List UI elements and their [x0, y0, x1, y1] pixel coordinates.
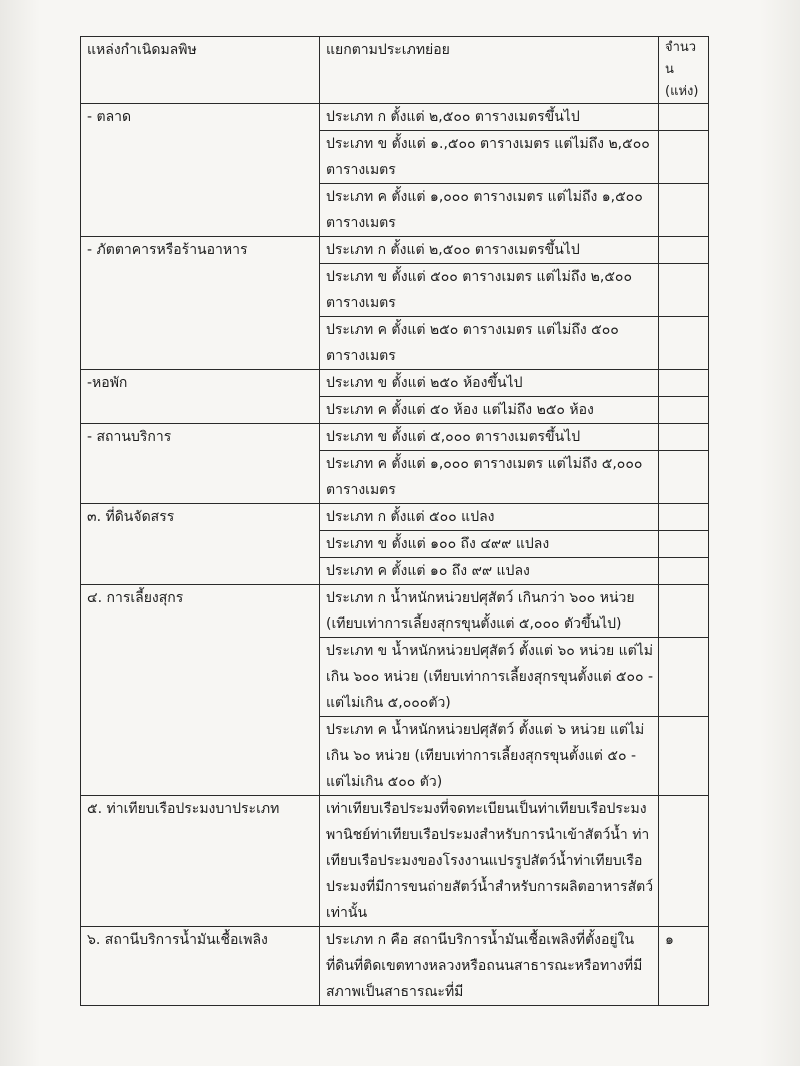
table-row: [81, 104, 709, 131]
subtype-cell: ประเภท ค ตั้งแต่ ๑๐ ถึง ๙๙ แปลง: [320, 558, 659, 585]
table-row: [81, 504, 709, 531]
count-cell: [659, 638, 709, 717]
source-cell: ๓. ที่ดินจัดสรร: [81, 504, 320, 585]
table-body: [81, 104, 709, 1006]
count-cell: [659, 317, 709, 370]
subtype-cell: ประเภท ข ตั้งแต่ ๒๕๐ ห้องขึ้นไป: [320, 370, 659, 397]
table-header-row: [81, 37, 709, 104]
source-cell: - ตลาด: [81, 104, 320, 237]
subtype-cell: ประเภท ข ตั้งแต่ ๑๐๐ ถึง ๔๙๙ แปลง: [320, 531, 659, 558]
subtype-cell: ประเภท ข ตั้งแต่ ๕,๐๐๐ ตารางเมตรขึ้นไป: [320, 424, 659, 451]
subtype-cell: ประเภท ก ตั้งแต่ ๒,๕๐๐ ตารางเมตรขึ้นไป: [320, 237, 659, 264]
subtype-cell: ประเภท ค น้ำหนักหน่วยปศุสัตว์ ตั้งแต่ ๖ หน่วย แต่ไม่เกิน ๖๐ หน่วย (เทียบเท่าการเลี้ยงสุกรขุนตั้งแต่ ๕๐ - แต่ไม่เกิน ๕๐๐ ตัว): [320, 717, 659, 796]
table-row: [81, 424, 709, 451]
header-count: จำนวน (แห่ง): [659, 37, 709, 104]
source-cell: - สถานบริการ: [81, 424, 320, 504]
count-cell: [659, 796, 709, 927]
subtype-cell: ประเภท ข น้ำหนักหน่วยปศุสัตว์ ตั้งแต่ ๖๐ หน่วย แต่ไม่เกิน ๖๐๐ หน่วย (เทียบเท่าการเลี้ยงสุกรขุนตั้งแต่ ๕๐๐ - แต่ไม่เกิน ๕,๐๐๐ตัว): [320, 638, 659, 717]
header-subtype: แยกตามประเภทย่อย: [320, 37, 659, 104]
count-cell: [659, 370, 709, 397]
subtype-cell: ประเภท ค ตั้งแต่ ๑,๐๐๐ ตารางเมตร แต่ไม่ถึง ๕,๐๐๐ ตารางเมตร: [320, 451, 659, 504]
count-cell: [659, 397, 709, 424]
count-cell: [659, 237, 709, 264]
source-cell: ๖. สถานีบริการน้ำมันเชื้อเพลิง: [81, 927, 320, 1006]
source-cell: ๔. การเลี้ยงสุกร: [81, 585, 320, 796]
source-cell: ๕. ท่าเทียบเรือประมงบาประเภท: [81, 796, 320, 927]
count-cell: [659, 104, 709, 131]
subtype-cell: ประเภท ก ตั้งแต่ ๕๐๐ แปลง: [320, 504, 659, 531]
subtype-cell: ประเภท ค ตั้งแต่ ๕๐ ห้อง แต่ไม่ถึง ๒๕๐ ห้อง: [320, 397, 659, 424]
table-row: [81, 370, 709, 397]
source-cell: -หอพัก: [81, 370, 320, 424]
subtype-cell: ประเภท ค ตั้งแต่ ๒๕๐ ตารางเมตร แต่ไม่ถึง ๕๐๐ ตารางเมตร: [320, 317, 659, 370]
count-cell: [659, 717, 709, 796]
table-row: [81, 796, 709, 927]
subtype-cell: ประเภท ก คือ สถานีบริการน้ำมันเชื้อเพลิงที่ตั้งอยู่ในที่ดินที่ติดเขตทางหลวงหรือถนนสาธารณะหรือทางที่มีสภาพเป็นสาธารณะที่มี: [320, 927, 659, 1006]
subtype-cell: เท่าเทียบเรือประมงที่จดทะเบียนเป็นท่าเทียบเรือประมงพานิชย์ท่าเทียบเรือประมงสำหรับการนำเข้าสัตว์น้ำ ท่าเทียบเรือประมงของโรงงานแปรรูปสัตว์น้ำท่าเทียบเรือประมงที่มีการขนถ่ายสัตว์น้ำสำหรับการผลิตอาหารสัตว์เท่านั้น: [320, 796, 659, 927]
subtype-cell: ประเภท ค ตั้งแต่ ๑,๐๐๐ ตารางเมตร แต่ไม่ถึง ๑,๕๐๐ ตารางเมตร: [320, 184, 659, 237]
count-cell: [659, 504, 709, 531]
table-row: [81, 585, 709, 638]
count-cell: [659, 531, 709, 558]
pollution-source-table: [80, 36, 709, 1006]
table-row: [81, 237, 709, 264]
count-cell: [659, 424, 709, 451]
count-cell: [659, 264, 709, 317]
count-cell: [659, 131, 709, 184]
table-row: [81, 927, 709, 1006]
subtype-cell: ประเภท ก น้ำหนักหน่วยปศุสัตว์ เกินกว่า ๖๐๐ หน่วย (เทียบเท่าการเลี้ยงสุกรขุนตั้งแต่ ๕,๐๐๐ ตัวขึ้นไป): [320, 585, 659, 638]
subtype-cell: ประเภท ข ตั้งแต่ ๑.,๕๐๐ ตารางเมตร แต่ไม่ถึง ๒,๕๐๐ ตารางเมตร: [320, 131, 659, 184]
count-cell: [659, 451, 709, 504]
header-source: แหล่งกำเนิดมลพิษ: [81, 37, 320, 104]
count-cell: [659, 184, 709, 237]
count-cell: [659, 585, 709, 638]
count-cell: ๑: [659, 927, 709, 1006]
source-cell: - ภัตตาคารหรือร้านอาหาร: [81, 237, 320, 370]
count-cell: [659, 558, 709, 585]
subtype-cell: ประเภท ข ตั้งแต่ ๕๐๐ ตารางเมตร แต่ไม่ถึง ๒,๕๐๐ ตารางเมตร: [320, 264, 659, 317]
subtype-cell: ประเภท ก ตั้งแต่ ๒,๕๐๐ ตารางเมตรขึ้นไป: [320, 104, 659, 131]
